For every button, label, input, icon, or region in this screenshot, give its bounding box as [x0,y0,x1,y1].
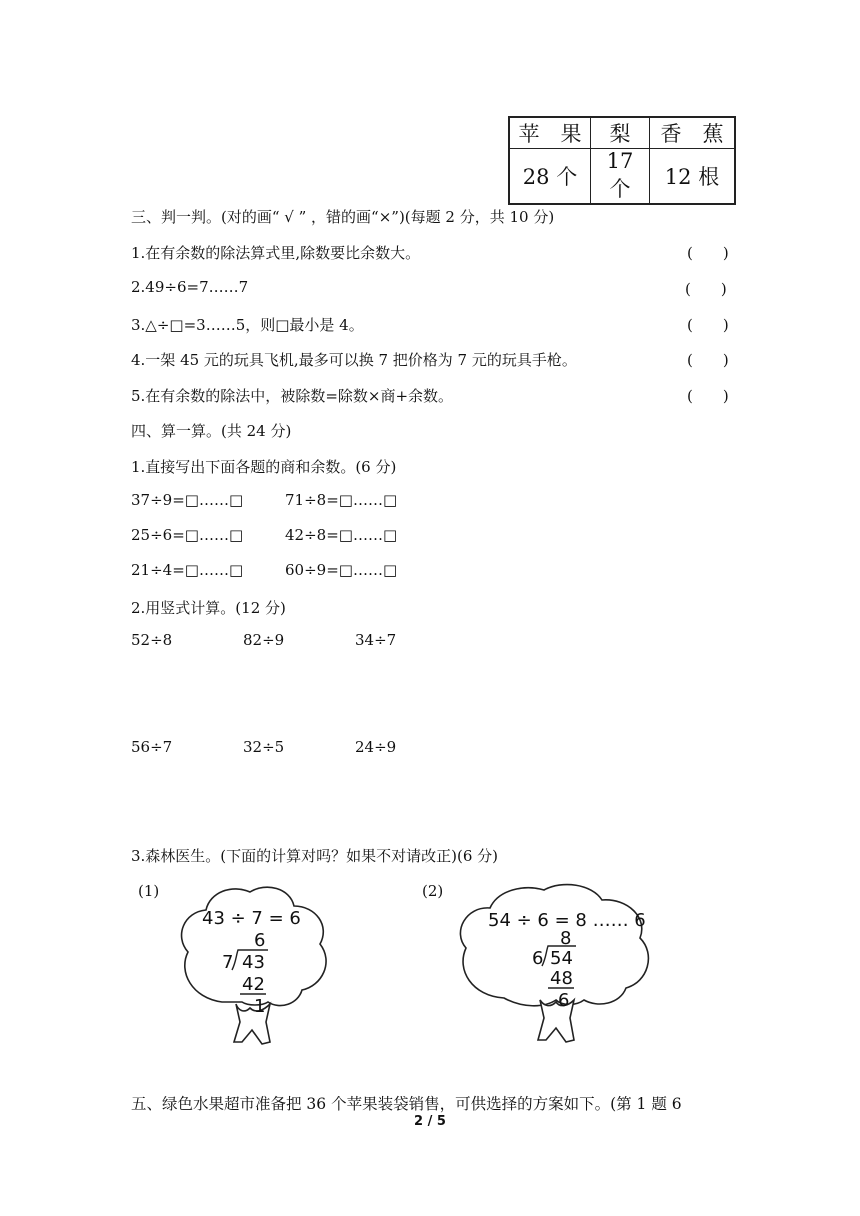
tree2-dividend: 54 [550,948,573,969]
tree1-illustration [170,880,340,1066]
tree1-divisor: 7 [222,952,234,973]
q1-item: 25÷6=□……□ [131,526,244,544]
fruit-table [508,116,736,205]
fruit-value-apple: 28 个 [509,149,591,205]
answer-paren-3[interactable]: ( ) [687,316,729,334]
fruit-value-banana: 12 根 [650,149,736,205]
q2-item: 56÷7 [131,738,173,756]
section3-title: 三、判一判。(对的画“ √ ” ，错的画“×”)(每题 2 分，共 10 分) [131,208,555,226]
q2-item: 34÷7 [355,631,397,649]
tree1-remainder: 1 [254,996,266,1017]
tree1-product: 42 [242,974,265,995]
judge-item-2: 2.49÷6=7……7 [131,278,249,296]
tree1-label: (1) [138,882,160,900]
answer-paren-2[interactable]: ( ) [685,280,727,298]
q2-item: 82÷9 [243,631,285,649]
tree2-label: (2) [422,882,444,900]
tree2-remainder: 6 [558,990,570,1011]
fruit-value-pear: 17 个 [591,149,650,205]
section5-title: 五、绿色水果超市准备把 36 个苹果装袋销售，可供选择的方案如下。(第 1 题 6 [131,1095,682,1113]
q3-title: 3.森林医生。(下面的计算对吗？如果不对请改正)(6 分) [131,847,499,865]
answer-paren-4[interactable]: ( ) [687,351,729,369]
tree2-divisor: 6 [532,948,544,969]
tree2-illustration [452,880,662,1056]
judge-item-1: 1.在有余数的除法算式里,除数要比余数大。 [131,244,421,262]
fruit-header-pear: 梨 [591,117,650,149]
judge-item-4: 4.一架 45 元的玩具飞机,最多可以换 7 把价格为 7 元的玩具手枪。 [131,351,577,369]
judge-item-5: 5.在有余数的除法中，被除数=除数×商+余数。 [131,387,454,405]
tree2-quotient: 8 [560,928,572,949]
q1-item: 60÷9=□……□ [285,561,398,579]
answer-paren-1[interactable]: ( ) [687,244,729,262]
q2-item: 24÷9 [355,738,397,756]
tree1-quotient: 6 [254,930,266,951]
tree2-equation: 54 ÷ 6 = 8 …… 6 [488,910,646,931]
q1-item: 71÷8=□……□ [285,491,398,509]
judge-item-3: 3.△÷□=3……5，则□最小是 4。 [131,316,364,334]
fruit-header-banana: 香 蕉 [650,117,736,149]
tree1-dividend: 43 [242,952,265,973]
fruit-table-value-row [509,149,735,205]
q2-title: 2.用竖式计算。(12 分) [131,599,286,617]
fruit-table-header-row [509,117,735,149]
q1-item: 42÷8=□……□ [285,526,398,544]
q1-item: 21÷4=□……□ [131,561,244,579]
page-number: 2 / 5 [414,1114,446,1129]
q1-item: 37÷9=□……□ [131,491,244,509]
fruit-header-apple: 苹 果 [509,117,591,149]
q2-item: 52÷8 [131,631,173,649]
tree2-product: 48 [550,968,573,989]
tree1-equation: 43 ÷ 7 = 6 [202,908,301,929]
q1-title: 1.直接写出下面各题的商和余数。(6 分) [131,458,397,476]
section4-title: 四、算一算。(共 24 分) [131,422,292,440]
answer-paren-5[interactable]: ( ) [687,387,729,405]
q2-item: 32÷5 [243,738,285,756]
